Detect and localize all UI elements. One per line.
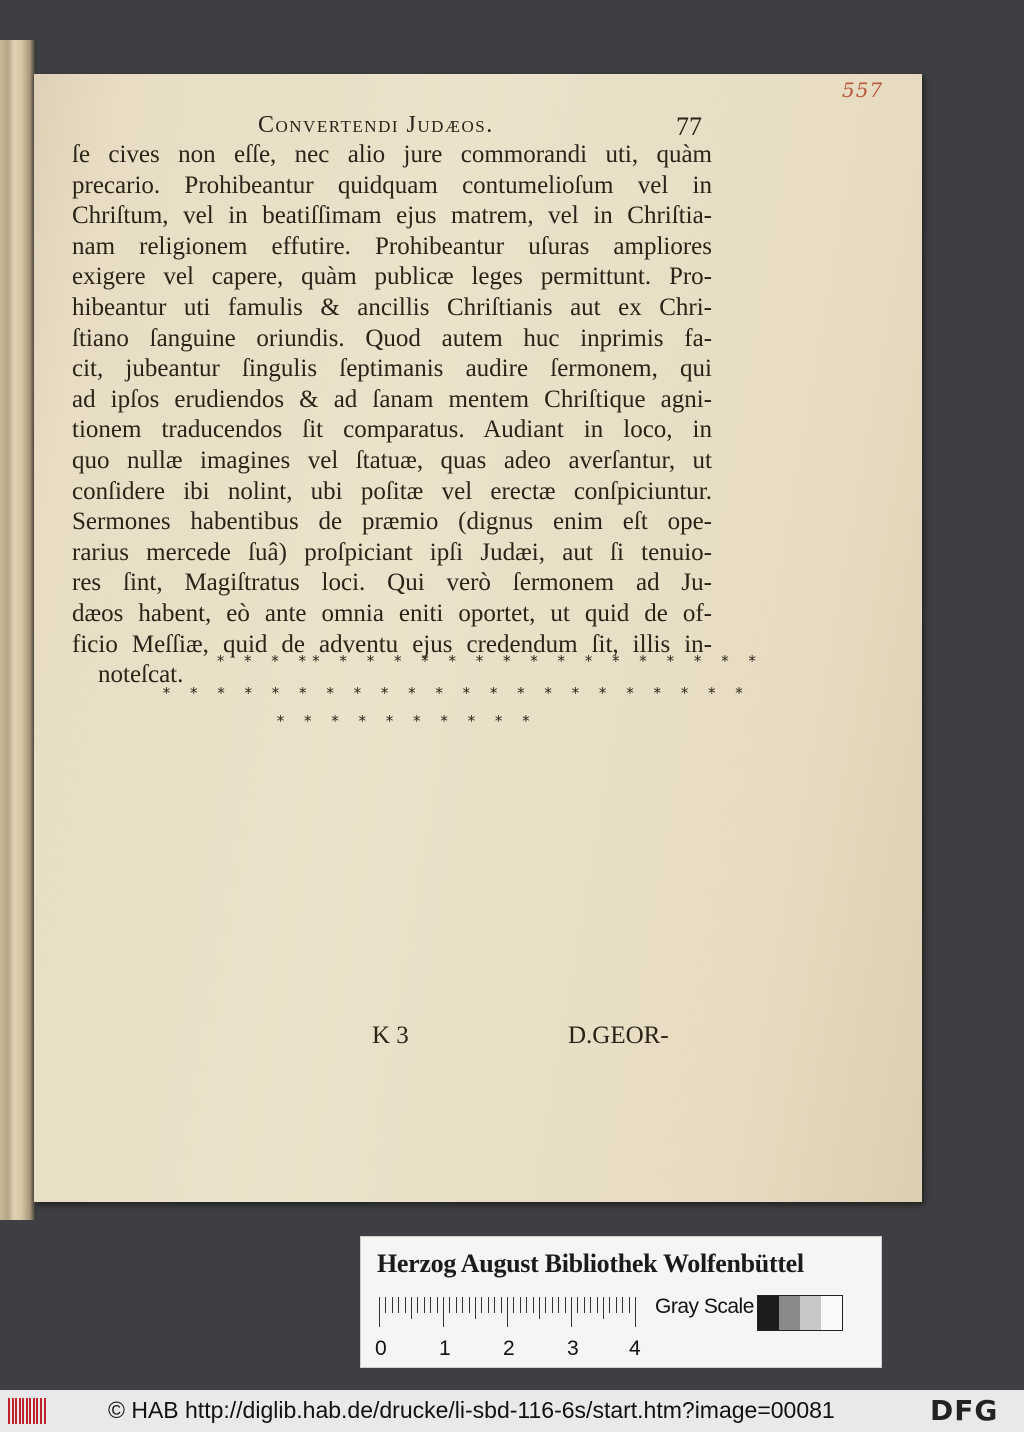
ruler-tick bbox=[417, 1297, 418, 1313]
copyright-url[interactable]: © HAB http://diglib.hab.de/drucke/li-sbd-116-6s/start.htm?image=00081 bbox=[108, 1397, 835, 1423]
ruler-tick bbox=[558, 1297, 559, 1313]
ruler-tick bbox=[635, 1297, 636, 1327]
ruler-tick bbox=[597, 1297, 598, 1313]
ruler-number: 2 bbox=[503, 1337, 515, 1360]
text-line: rarius mercede ſuâ) proſpiciant ipſi Judæi, aut ſi tenuio- bbox=[72, 538, 712, 566]
ruler-tick bbox=[398, 1297, 399, 1313]
logo-bar bbox=[19, 1398, 21, 1424]
ruler-tick bbox=[513, 1297, 514, 1313]
ruler-tick bbox=[449, 1297, 450, 1313]
text-line: quo nullæ imagines vel ſtatuæ, quas adeo averſantur, ut bbox=[72, 446, 712, 474]
dfg-logo: DFG bbox=[930, 1394, 999, 1427]
ruler-tick bbox=[411, 1297, 412, 1319]
gray-swatch bbox=[758, 1296, 779, 1330]
logo-bar bbox=[26, 1398, 28, 1424]
ruler-number: 3 bbox=[567, 1337, 579, 1360]
ruler-tick bbox=[539, 1297, 540, 1319]
ruler-tick bbox=[507, 1297, 508, 1327]
ruler-tick bbox=[469, 1297, 470, 1313]
running-head-title: Convertendi Judæos. bbox=[258, 112, 494, 138]
ruler-tick bbox=[488, 1297, 489, 1313]
text-line: nam religionem effutire. Prohibeantur uſuras ampliores bbox=[72, 232, 712, 260]
text-line: exigere vel capere, quàm publicæ leges permittunt. Pro- bbox=[72, 263, 712, 291]
text-line: dæos habent, eò ante omnia eniti oportet, ut quid de of- bbox=[72, 599, 712, 627]
ruler-numbers bbox=[375, 1337, 655, 1361]
ruler-tick bbox=[603, 1297, 604, 1319]
text-line: cit, jubeantur ſingulis ſeptimanis audire ſermonem, qui bbox=[72, 355, 712, 383]
ruler-tick bbox=[462, 1297, 463, 1313]
ruler-tick bbox=[385, 1297, 386, 1313]
logo-bar bbox=[40, 1398, 42, 1424]
logo-bar bbox=[33, 1398, 35, 1424]
ruler-tick bbox=[501, 1297, 502, 1313]
ruler-tick bbox=[577, 1297, 578, 1313]
ruler-tick bbox=[526, 1297, 527, 1313]
text-line: res ſint, Magiſtratus loci. Qui verò ſermonem ad Ju- bbox=[72, 569, 712, 597]
text-line: ad ipſos erudiendos & ad ſanam mentem Chriſtique agni- bbox=[72, 385, 712, 413]
body-text bbox=[72, 140, 712, 691]
text-line: Sermones habentibus de præmio (dignus enim eſt ope- bbox=[72, 508, 712, 536]
ruler-tick bbox=[616, 1297, 617, 1313]
catchword: D.GEOR- bbox=[568, 1022, 669, 1049]
footer-bar bbox=[0, 1390, 1024, 1432]
logo-bar bbox=[36, 1398, 38, 1424]
text-line: hibeantur uti famulis & ancillis Chriſtianis aut ex Chri- bbox=[72, 293, 712, 321]
page-number: 77 bbox=[676, 112, 702, 141]
text-line: conſidere ibi nolint, ubi poſitæ vel erectæ conſpiciuntur. bbox=[72, 477, 712, 505]
logo-bar bbox=[8, 1398, 10, 1424]
logo-bar bbox=[15, 1398, 17, 1424]
facing-page-edge bbox=[0, 40, 36, 1220]
logo-bar bbox=[12, 1398, 14, 1424]
ruler-tick bbox=[552, 1297, 553, 1313]
text-line: tionem traducendos ſit comparatus. Audiant in loco, in bbox=[72, 416, 712, 444]
gray-swatch bbox=[800, 1296, 821, 1330]
gray-scale-swatches bbox=[757, 1295, 843, 1331]
text-line-last: noteſcat. bbox=[98, 661, 184, 689]
ruler-tick bbox=[379, 1297, 380, 1327]
library-color-label bbox=[360, 1236, 882, 1368]
ornament-stars-1: * * * ** * * * * * * * * * * * * * * * * bbox=[216, 652, 762, 670]
ornament-stars-3: * * * * * * * * * * bbox=[276, 712, 535, 730]
text-line: ſtiano ſanguine oriundis. Quod autem huc inprimis fa- bbox=[72, 324, 712, 352]
folio-mark: 557 bbox=[842, 78, 884, 102]
ruler-tick bbox=[443, 1297, 444, 1327]
gray-swatch bbox=[779, 1296, 800, 1330]
ruler-tick bbox=[622, 1297, 623, 1313]
ruler-number: 0 bbox=[375, 1337, 387, 1360]
ruler-tick bbox=[475, 1297, 476, 1319]
ruler-tick bbox=[565, 1297, 566, 1313]
ruler-tick bbox=[590, 1297, 591, 1313]
logo-bar bbox=[29, 1398, 31, 1424]
ruler-tick bbox=[545, 1297, 546, 1313]
gray-swatch bbox=[821, 1296, 842, 1330]
ruler-tick bbox=[405, 1297, 406, 1313]
logo-bar bbox=[22, 1398, 24, 1424]
library-name: Herzog August Bibliothek Wolfenbüttel bbox=[377, 1249, 804, 1278]
hab-barcode-logo-icon bbox=[8, 1398, 48, 1424]
text-line: ficio Meſſiæ, quid de adventu ejus credendum ſit, illis in- bbox=[72, 630, 712, 658]
ruler-tick bbox=[424, 1297, 425, 1313]
ruler-number: 1 bbox=[439, 1337, 451, 1360]
ruler-tick bbox=[437, 1297, 438, 1313]
text-line: precario. Prohibeantur quidquam contumelioſum vel in bbox=[72, 171, 712, 199]
ruler-tick bbox=[494, 1297, 495, 1313]
ruler-tick bbox=[392, 1297, 393, 1313]
logo-bar bbox=[44, 1398, 46, 1424]
ruler-tick bbox=[456, 1297, 457, 1313]
ruler-tick bbox=[571, 1297, 572, 1327]
text-line: Chriſtum, vel in beatiſſimam ejus matrem, vel in Chriſtia- bbox=[72, 202, 712, 230]
ruler-number: 4 bbox=[629, 1337, 641, 1360]
ruler-tick bbox=[533, 1297, 534, 1313]
gray-scale-label: Gray Scale bbox=[655, 1295, 754, 1318]
ruler-tick bbox=[520, 1297, 521, 1313]
ruler-scale bbox=[379, 1297, 637, 1327]
text-line: ſe cives non eſſe, nec alio jure commorandi uti, quàm bbox=[72, 141, 712, 168]
ruler-tick bbox=[430, 1297, 431, 1313]
ruler-tick bbox=[584, 1297, 585, 1313]
ruler-tick bbox=[609, 1297, 610, 1313]
ruler-tick bbox=[481, 1297, 482, 1313]
signature-mark: K 3 bbox=[372, 1022, 409, 1049]
ruler-tick bbox=[629, 1297, 630, 1313]
ornament-stars-2: * * * * * * * * * * * * * * * * * * * * * * bbox=[162, 684, 749, 702]
